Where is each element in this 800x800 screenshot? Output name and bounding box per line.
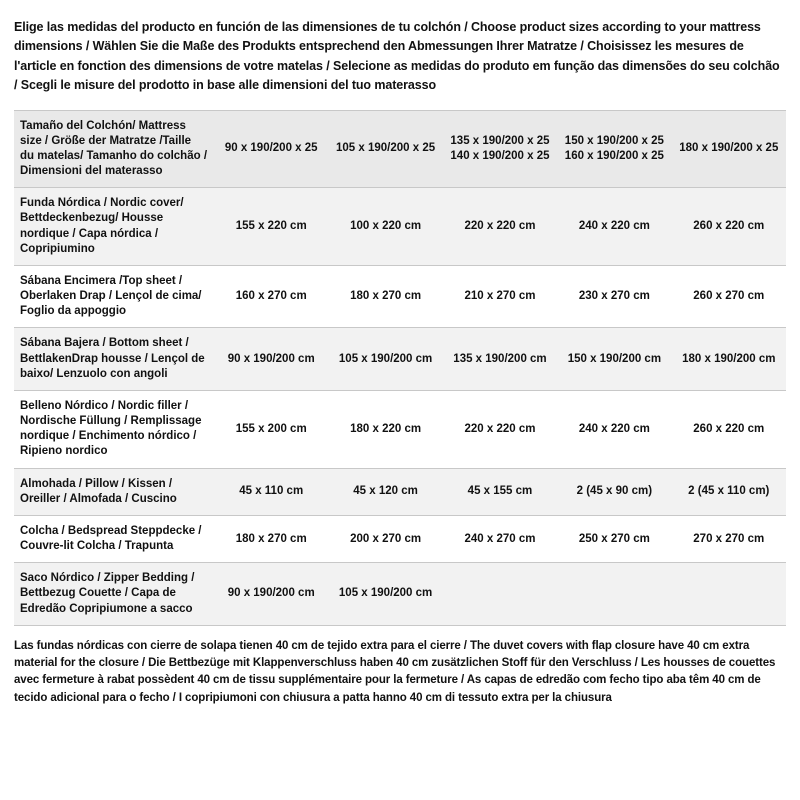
table-row [14, 265, 786, 328]
header-col-4: 150 x 190/200 x 25 160 x 190/200 x 25 [557, 110, 671, 188]
header-col-2: 105 x 190/200 x 25 [328, 110, 442, 188]
row-label: Almohada / Pillow / Kissen / Oreiller / Almofada / Cuscino [14, 468, 214, 515]
row-value: 155 x 200 cm [214, 390, 328, 468]
footnote-text: Las fundas nórdicas con cierre de solapa tienen 40 cm de tejido extra para el cierre / The duvet covers with flap closure have 40 cm extra material for the closure / Die Bettbezüge mit Klappenverschluss haben 40 cm zusätzlichen Stoff für den Verschluss / Les housses de couettes avec fermeture à rabat possèdent 40 cm de tissu supplémentaire pour la fermeture / As capas de edredão com fecho tipo aba têm 40 cm de tecido adicional para o fecho / I copripiumoni con chiusura a patta hanno 40 cm di tessuto extra per la chiusura [14, 639, 776, 704]
header-col-3: 135 x 190/200 x 25 140 x 190/200 x 25 [443, 110, 557, 188]
row-value: 260 x 270 cm [672, 265, 786, 328]
row-value: 45 x 120 cm [328, 468, 442, 515]
row-value: 240 x 220 cm [557, 188, 671, 266]
header-col-5: 180 x 190/200 x 25 [672, 110, 786, 188]
row-value: 150 x 190/200 cm [557, 328, 671, 391]
row-value: 180 x 270 cm [328, 265, 442, 328]
row-label: Sábana Encimera /Top sheet / Oberlaken Drap / Lençol de cima/ Foglio da appoggio [14, 265, 214, 328]
header-col-1: 90 x 190/200 x 25 [214, 110, 328, 188]
row-value: 105 x 190/200 cm [328, 328, 442, 391]
row-value [557, 563, 671, 626]
table-row [14, 390, 786, 468]
row-value: 240 x 270 cm [443, 515, 557, 562]
row-value: 260 x 220 cm [672, 390, 786, 468]
mattress-size-table [14, 110, 786, 626]
row-value: 250 x 270 cm [557, 515, 671, 562]
row-value: 220 x 220 cm [443, 390, 557, 468]
row-value: 180 x 190/200 cm [672, 328, 786, 391]
table-row [14, 468, 786, 515]
row-value [443, 563, 557, 626]
table-header-row [14, 110, 786, 188]
row-value: 160 x 270 cm [214, 265, 328, 328]
row-value: 45 x 110 cm [214, 468, 328, 515]
row-value: 2 (45 x 110 cm) [672, 468, 786, 515]
row-value: 200 x 270 cm [328, 515, 442, 562]
row-value [672, 563, 786, 626]
row-value: 90 x 190/200 cm [214, 328, 328, 391]
row-value: 230 x 270 cm [557, 265, 671, 328]
row-value: 210 x 270 cm [443, 265, 557, 328]
row-value: 270 x 270 cm [672, 515, 786, 562]
table-row [14, 328, 786, 391]
intro-text: Elige las medidas del producto en función de las dimensiones de tu colchón / Choose product sizes according to your mattress dimensions / Wählen Sie die Maße des Produkts entsprechend den Abmessungen Ihrer Matratze / Choisissez les mesures de l'article en fonction des dimensions de votre matelas / Selecione as medidas do produto em função das dimensões do seu colchão / Scegli le misure del prodotto in base alle dimensioni del tuo materasso [14, 20, 780, 93]
row-label: Sábana Bajera / Bottom sheet / BettlakenDrap housse / Lençol de baixo/ Lenzuolo con angoli [14, 328, 214, 391]
row-value: 105 x 190/200 cm [328, 563, 442, 626]
row-value: 45 x 155 cm [443, 468, 557, 515]
row-value: 2 (45 x 90 cm) [557, 468, 671, 515]
row-value: 180 x 220 cm [328, 390, 442, 468]
row-value: 135 x 190/200 cm [443, 328, 557, 391]
table-row [14, 563, 786, 626]
row-value: 260 x 220 cm [672, 188, 786, 266]
row-value: 100 x 220 cm [328, 188, 442, 266]
row-value: 240 x 220 cm [557, 390, 671, 468]
table-row [14, 515, 786, 562]
row-value: 155 x 220 cm [214, 188, 328, 266]
row-label: Belleno Nórdico / Nordic filler / Nordische Füllung / Remplissage nordique / Enchimento nórdico / Ripieno nordico [14, 390, 214, 468]
header-label-cell: Tamaño del Colchón/ Mattress size / Größe der Matratze /Taille du matelas/ Tamanho do colchão / Dimensioni del materasso [14, 110, 214, 188]
row-value: 220 x 220 cm [443, 188, 557, 266]
row-label: Colcha / Bedspread Steppdecke / Couvre-lit Colcha / Trapunta [14, 515, 214, 562]
row-value: 90 x 190/200 cm [214, 563, 328, 626]
row-label: Funda Nórdica / Nordic cover/ Bettdeckenbezug/ Housse nordique / Capa nórdica / Copripiumino [14, 188, 214, 266]
row-value: 180 x 270 cm [214, 515, 328, 562]
row-label: Saco Nórdico / Zipper Bedding / Bettbezug Couette / Capa de Edredão Copripiumone a sacco [14, 563, 214, 626]
table-row [14, 188, 786, 266]
